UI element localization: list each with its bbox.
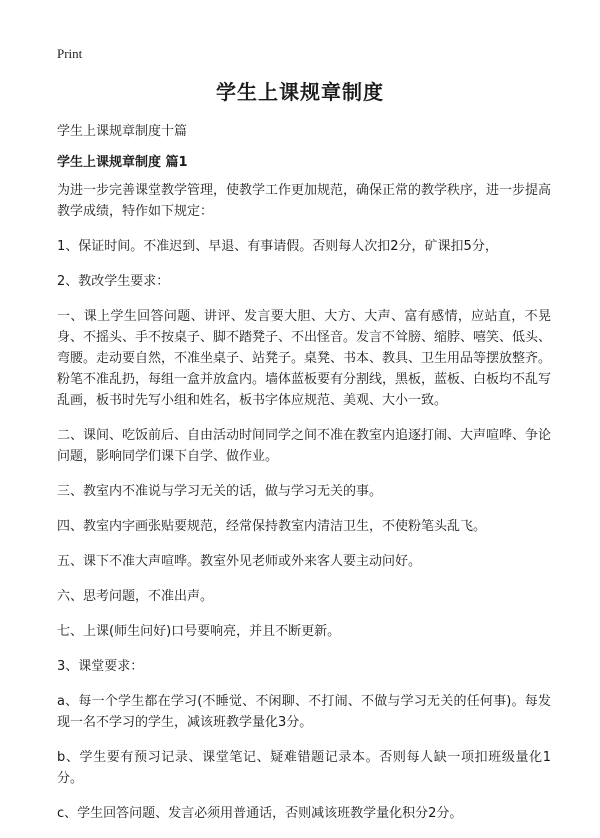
paragraph-rule-2: 2、教改学生要求： — [57, 274, 170, 289]
paragraph-item-6: 六、思考问题，不准出声。 — [57, 589, 214, 604]
page-title: 学生上课规章制度 — [216, 80, 384, 104]
section-heading: 学生上课规章制度 篇1 — [57, 155, 188, 170]
paragraph-item-7: 七、上课(师生问好)口号要响亮，并且不断更新。 — [57, 624, 341, 639]
paragraph-rule-3: 3、课堂要求： — [57, 659, 144, 674]
paragraph-sub-c: c、学生回答问题、发言必须用普通话，否则减该班教学量化积分2分。 — [57, 806, 463, 821]
paragraph-intro: 为进一步完善课堂教学管理，使教学工作更加规范，确保正常的教学秩序，进一步提高教学成绩，特作如下规定： — [57, 183, 552, 219]
paragraph-item-5: 五、课下不准大声喧哗。教室外见老师或外来客人要主动问好。 — [57, 554, 422, 569]
paragraph-sub-b: b、学生要有预习记录、课堂笔记、疑难错题记录本。否则每人缺一项扣班级量化1分。 — [57, 750, 551, 786]
paragraph-item-3: 三、教室内不准说与学习无关的话，做与学习无关的事。 — [57, 484, 383, 499]
paragraph-item-2: 二、课间、吃饭前后、自由活动时间同学之间不准在教室内追逐打闹、大声喧哗、争论问题，影响同学们课下自学、做作业。 — [57, 428, 552, 464]
paragraph-sub-a: a、每一个学生都在学习(不睡觉、不闲聊、不打闹、不做与学习无关的任何事)。每发现一名不学习的学生，减该班教学量化3分。 — [57, 694, 551, 730]
paragraph-item-1: 一、课上学生回答问题、讲评、发言要大胆、大方、大声、富有感情，应站直，不晃身、不摇头、手不按桌子、脚不踏凳子、不出怪音。发言不耸膀、缩脖、嘻笑、低头、弯腰。走动要自然，不准坐桌子、站凳子。桌凳、书本、教具、卫生用品等摆放整齐。粉笔不准乱扔，每组一盒并放盒内。墙体蓝板要有分割线，黑板，蓝板、白板均不乱写乱画，板书时先写小组和姓名，板书字体应规范、美观、大小一致。 — [57, 309, 552, 408]
document-body — [57, 180, 551, 838]
document-subtitle: 学生上课规章制度十篇 — [57, 124, 188, 139]
paragraph-rule-1: 1、保证时间。不准迟到、早退、有事请假。否则每人次扣2分，矿课扣5分， — [57, 239, 498, 254]
paragraph-item-4: 四、教室内字画张贴要规范，经常保持教室内清洁卫生，不使粉笔头乱飞。 — [57, 519, 487, 534]
print-link[interactable]: Print — [57, 46, 83, 61]
